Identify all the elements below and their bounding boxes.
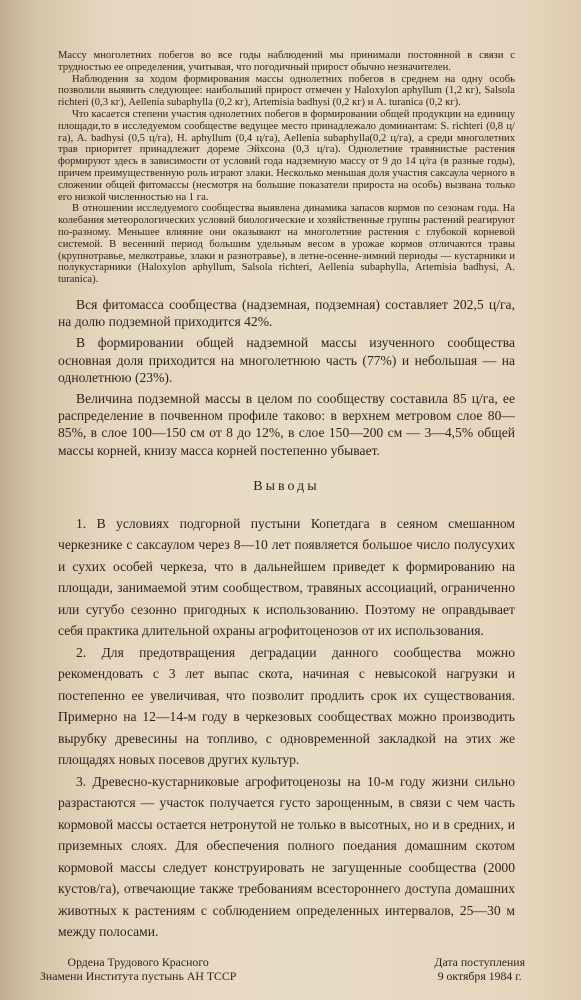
paragraph: Вся фитомасса сообщества (надземная, подземная) составляет 202,5 ц/га, на долю подземной приходится 42%. xyxy=(58,296,515,330)
paragraph: В отношении исследуемого сообщества выявлена динамика запасов кормов по сезонам года. На колебания метеорологических условий биологические и хозяйственные группы растений реагируют по-разному. Меньшее влияние они оказывают на многолетние растения с глубокой корневой системой. В весенний период большим удельным весом в урожае кормов отличаются травы (крупнотравье, мелкотравье, злаки и разнотравье), в летне-осенне-зимний периоды — кустарники и полукустарники (Haloxylon aphyllum, Salsola richteri, Aellenia subaphylla, Artemisia badhysi, A. turanica). xyxy=(58,203,515,286)
received-date: 9 октября 1984 г. xyxy=(437,968,522,983)
paragraph: Величина подземной массы в целом по сообществу составила 85 ц/га, ее распределение в почвенном профиле таково: в верхнем метровом слое 80—85%, в слое 100—150 см от 8 до 12%, в слое 150—200 см — 3—4,5% общей массы корней, книзу масса корней постепенно убывает. xyxy=(58,390,515,458)
page-footer xyxy=(40,954,525,995)
section-heading: Выводы xyxy=(253,478,320,494)
conclusion-item: 2. Для предотвращения деградации данного сообщества можно рекомендовать с 3 лет выпас скота, начиная с невысокой нагрузки и постепенно ее увеличивая, что позволит продлить срок их существования. Примерно на 12—14-м году в черкезовых сообществах можно производить вырубку древесины на топливо, с одновременной закладкой на этих же площадях новых посевов других культур. xyxy=(58,644,515,768)
paragraph: Массу многолетних побегов во все годы наблюдений мы принимали постоянной в связи с трудностью ее определения, учитывая, что погодичный прирост обычно незначителен. xyxy=(58,50,515,73)
conclusion-item: 3. Древесно-кустарниковые агрофитоценозы на 10-м году жизни сильно разрастаются — участок получается густо зарощенным, в связи с чем часть кормовой массы остается нетронутой не только в высотных, но и в средних, и приземных слоях. Для обеспечения полного поедания домашним скотом кормовой массы следует конструировать не загущенные сообщества (2000 кустов/га), отвечающие также требованиям всестороннего доступа домашних животных к растениям с соблюдением определенных интервалов, 25—30 м между полосами. xyxy=(58,773,515,940)
paragraph: В формировании общей надземной массы изученного сообщества основная доля приходится на многолетнюю часть (77%) и небольшая — на однолетнюю (23%). xyxy=(58,335,515,385)
paragraph: Наблюдения за ходом формирования массы однолетних побегов в среднем на одну особь позволили выявить следующее: наибольший прирост отмечен у Haloxylon aphyllum (1,2 кг), Salsola richteri (0,3 кг), Aellenia subaphylla (0,2 кг), Artemisia badhysi (0,2 кг) и A. turanica (0,2 кг). xyxy=(58,73,515,109)
received-label: Дата поступления xyxy=(434,954,525,969)
conclusion-item: 1. В условиях подгорной пустыни Копетдага в сеяном смешанном черкезнике с саксаулом через 8—10 лет появляется большое число полусухих и сухих особей черкеза, что в дальнейшем приведет к формированию на площади, занимаемой этим сообществом, травяных ассоциаций, ограниченно или сугубо сезонно пригодных к использованию. Поэтому не оправдывает себя практика длительной охраны агрофитоценозов от их использования. xyxy=(58,515,515,639)
institution-line: Ордена Трудового Красного xyxy=(67,954,209,969)
institution-note xyxy=(40,955,236,983)
paragraph: Что касается степени участия однолетних побегов в формировании общей продукции на единицу площади,то в исследуемом сообществе ведущее место принадлежало доминантам: S. richteri (0,8 ц/га), A. badhysi (0,5 ц/га), H. aphyllum (0,4 ц/га), Aellenia subaphylla(0,2 ц/га), а среди многолетних трав приоритет принадлежит дореме Эйхсона (0,3 ц/га). Однолетние травянистые растения формируют здесь в зависимости от условий года надземную массу от 9 до 14 ц/га (в разные годы), причем преимущественную роль играют злаки. Несколько меньшая доля участия саксаула черного в сложении общей фитомассы (несмотря на большие показатели прироста на особь) вызвана только его низкой численностью на 1 га. xyxy=(58,108,515,203)
conclusions-block xyxy=(58,513,515,943)
main-text-block xyxy=(58,296,515,459)
institution-line: Знамени Института пустынь АН ТССР xyxy=(40,968,237,983)
received-note xyxy=(434,955,525,983)
small-text-block xyxy=(58,50,515,286)
